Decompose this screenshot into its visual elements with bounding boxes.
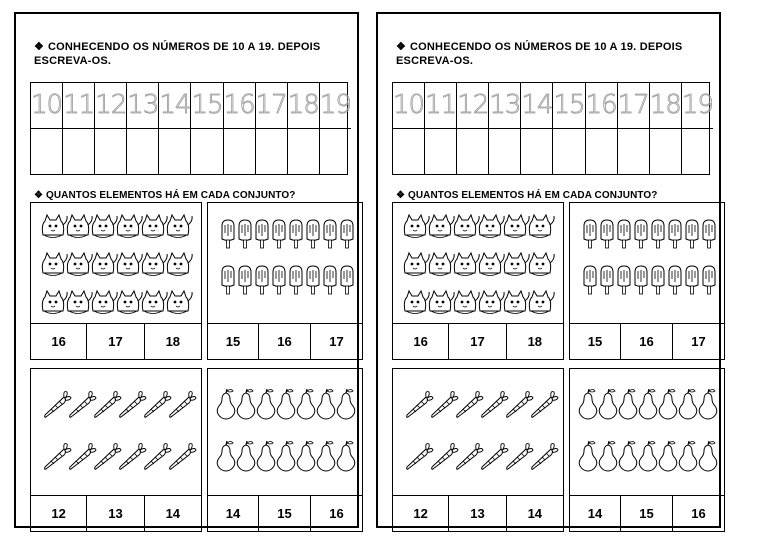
popsicles-picture — [570, 203, 724, 325]
popsicle-icon — [618, 266, 630, 294]
cat-icon — [142, 215, 167, 238]
write-cell[interactable] — [425, 129, 457, 175]
bullet-icon: ❖ — [34, 41, 45, 53]
carrot-icon — [95, 392, 121, 418]
set-pears — [207, 368, 363, 532]
trace-number: 13 — [489, 90, 521, 121]
cat-icon — [92, 215, 117, 238]
carrot-icon — [507, 444, 533, 470]
carrot-icon — [120, 444, 146, 470]
trace-cell[interactable] — [256, 83, 288, 129]
answer-option[interactable]: 17 — [448, 324, 506, 360]
pear-icon — [639, 389, 657, 419]
answer-option[interactable]: 17 — [672, 324, 725, 360]
carrot-icon — [432, 444, 458, 470]
trace-cell[interactable] — [191, 83, 223, 129]
cat-icon — [167, 253, 192, 276]
write-cell[interactable] — [618, 129, 650, 175]
pear-icon — [317, 441, 335, 471]
carrot-icon — [45, 444, 71, 470]
popsicle-icon — [703, 220, 715, 248]
answer-option[interactable]: 14 — [207, 496, 259, 532]
pear-icon — [277, 441, 295, 471]
answer-options — [207, 495, 363, 532]
set-carrots — [392, 368, 564, 532]
popsicle-icon — [307, 220, 319, 248]
answer-option[interactable]: 12 — [30, 496, 87, 532]
pear-icon — [257, 389, 275, 419]
carrots-picture — [31, 369, 201, 495]
popsicle-icon — [686, 220, 698, 248]
cat-icon — [504, 253, 529, 276]
answer-option[interactable]: 18 — [506, 324, 564, 360]
pear-icon — [237, 441, 255, 471]
exercise-title-text: CONHECENDO OS NÚMEROS DE 10 A 19. DEPOIS ESCREVA-OS. — [34, 41, 321, 67]
popsicle-icon — [584, 266, 596, 294]
answer-option[interactable]: 13 — [86, 496, 144, 532]
popsicle-icon — [222, 220, 234, 248]
trace-cell[interactable] — [31, 83, 63, 129]
trace-number: 16 — [223, 90, 255, 121]
trace-number: 17 — [617, 90, 649, 121]
trace-cell[interactable] — [618, 83, 650, 129]
trace-cell[interactable] — [553, 83, 585, 129]
answer-option[interactable]: 16 — [30, 324, 87, 360]
cat-icon — [429, 291, 454, 314]
carrot-icon — [70, 444, 96, 470]
set-cats — [30, 202, 202, 360]
write-cell[interactable] — [191, 129, 223, 175]
carrot-icon — [95, 444, 121, 470]
pear-icon — [619, 389, 637, 419]
pears-picture — [208, 369, 362, 495]
trace-cell[interactable] — [95, 83, 127, 129]
cat-icon — [42, 291, 67, 314]
carrot-icon — [407, 392, 433, 418]
carrot-icon — [432, 392, 458, 418]
pear-icon — [579, 389, 597, 419]
answer-option[interactable]: 14 — [144, 496, 202, 532]
write-cell[interactable] — [127, 129, 159, 175]
write-cell[interactable] — [95, 129, 127, 175]
trace-cell[interactable] — [159, 83, 191, 129]
cats-picture — [31, 203, 201, 325]
answer-option[interactable]: 17 — [310, 324, 363, 360]
pear-icon — [237, 389, 255, 419]
pear-icon — [337, 441, 355, 471]
trace-number: 15 — [191, 90, 223, 121]
answer-option[interactable]: 16 — [672, 496, 725, 532]
pear-icon — [659, 441, 677, 471]
trace-number: 12 — [95, 90, 127, 121]
popsicle-icon — [307, 266, 319, 294]
cat-icon — [529, 215, 554, 238]
trace-number: 19 — [681, 90, 713, 121]
cat-icon — [42, 253, 67, 276]
cat-icon — [479, 253, 504, 276]
pear-icon — [297, 441, 315, 471]
write-cell[interactable] — [256, 129, 288, 175]
answer-option[interactable]: 15 — [258, 496, 311, 532]
pear-icon — [317, 389, 335, 419]
popsicle-icon — [669, 220, 681, 248]
popsicle-icon — [601, 266, 613, 294]
write-cell[interactable] — [553, 129, 585, 175]
trace-cell[interactable] — [127, 83, 159, 129]
carrot-icon — [532, 444, 558, 470]
answer-option[interactable]: 12 — [392, 496, 449, 532]
cat-icon — [142, 291, 167, 314]
write-cell[interactable] — [159, 129, 191, 175]
popsicle-icon — [273, 220, 285, 248]
answer-option[interactable]: 17 — [86, 324, 144, 360]
trace-cell[interactable] — [489, 83, 521, 129]
write-cell[interactable] — [586, 129, 618, 175]
answer-option[interactable]: 16 — [310, 496, 363, 532]
trace-cell[interactable] — [682, 83, 713, 129]
popsicle-icon — [686, 266, 698, 294]
write-cell[interactable] — [31, 129, 63, 175]
popsicles-picture — [208, 203, 362, 325]
answer-options — [392, 323, 564, 360]
pear-icon — [679, 389, 697, 419]
carrot-icon — [457, 392, 483, 418]
popsicle-icon — [584, 220, 596, 248]
carrot-icon — [507, 392, 533, 418]
trace-cell[interactable] — [425, 83, 457, 129]
cat-icon — [42, 215, 67, 238]
pear-icon — [659, 389, 677, 419]
set-cats — [392, 202, 564, 360]
pear-icon — [699, 441, 717, 471]
cat-icon — [92, 291, 117, 314]
pear-icon — [599, 389, 617, 419]
trace-cell[interactable] — [224, 83, 256, 129]
answer-option[interactable]: 16 — [258, 324, 311, 360]
bullet-icon: ❖ — [396, 41, 407, 53]
cat-icon — [479, 215, 504, 238]
cats-picture — [393, 203, 563, 325]
write-cell[interactable] — [224, 129, 256, 175]
trace-number: 14 — [159, 90, 191, 121]
answer-option[interactable]: 18 — [144, 324, 202, 360]
worksheet-left — [14, 12, 359, 528]
cat-icon — [429, 215, 454, 238]
cat-icon — [92, 253, 117, 276]
answer-option[interactable]: 16 — [392, 324, 449, 360]
cat-icon — [404, 215, 429, 238]
cat-icon — [117, 291, 142, 314]
answer-option[interactable]: 14 — [569, 496, 621, 532]
carrot-icon — [170, 444, 196, 470]
cat-icon — [167, 215, 192, 238]
popsicle-icon — [601, 220, 613, 248]
trace-number: 12 — [457, 90, 489, 121]
cat-icon — [429, 253, 454, 276]
pear-icon — [217, 441, 235, 471]
popsicle-icon — [290, 220, 302, 248]
write-cell[interactable] — [320, 129, 351, 175]
write-cell[interactable] — [650, 129, 682, 175]
cat-icon — [117, 215, 142, 238]
set-popsicles — [569, 202, 725, 360]
tracing-grid — [30, 82, 351, 175]
trace-cell[interactable] — [63, 83, 95, 129]
write-cell[interactable] — [489, 129, 521, 175]
popsicle-icon — [222, 266, 234, 294]
popsicle-icon — [669, 266, 681, 294]
popsicle-icon — [256, 220, 268, 248]
carrot-icon — [70, 392, 96, 418]
trace-cell[interactable] — [393, 83, 425, 129]
answer-option[interactable]: 16 — [620, 324, 673, 360]
popsicle-icon — [618, 220, 630, 248]
trace-number: 13 — [127, 90, 159, 121]
write-cell[interactable] — [457, 129, 489, 175]
pear-icon — [619, 441, 637, 471]
set-carrots — [30, 368, 202, 532]
cat-icon — [454, 291, 479, 314]
cat-icon — [67, 291, 92, 314]
trace-cell[interactable] — [521, 83, 553, 129]
trace-cell[interactable] — [288, 83, 320, 129]
trace-number: 10 — [393, 90, 425, 121]
trace-number: 18 — [649, 90, 681, 121]
cat-icon — [529, 291, 554, 314]
cat-icon — [454, 253, 479, 276]
popsicle-icon — [324, 266, 336, 294]
popsicle-icon — [239, 220, 251, 248]
exercise-title — [34, 40, 334, 68]
popsicle-icon — [341, 220, 353, 248]
popsicle-icon — [652, 266, 664, 294]
popsicle-icon — [635, 266, 647, 294]
carrot-icon — [407, 444, 433, 470]
cat-icon — [529, 253, 554, 276]
trace-cell[interactable] — [586, 83, 618, 129]
trace-number: 17 — [255, 90, 287, 121]
popsicle-icon — [273, 266, 285, 294]
popsicle-icon — [341, 266, 353, 294]
pear-icon — [277, 389, 295, 419]
worksheet-right — [376, 12, 721, 528]
exercise-title-text: CONHECENDO OS NÚMEROS DE 10 A 19. DEPOIS ESCREVA-OS. — [396, 41, 683, 67]
write-cell[interactable] — [682, 129, 713, 175]
trace-number: 14 — [521, 90, 553, 121]
cat-icon — [454, 215, 479, 238]
cat-icon — [404, 291, 429, 314]
carrot-icon — [482, 392, 508, 418]
set-popsicles — [207, 202, 363, 360]
trace-cell[interactable] — [650, 83, 682, 129]
cat-icon — [504, 291, 529, 314]
cat-icon — [117, 253, 142, 276]
carrots-picture — [393, 369, 563, 495]
cat-icon — [67, 253, 92, 276]
answer-option[interactable]: 15 — [207, 324, 259, 360]
trace-number: 11 — [425, 90, 457, 121]
pear-icon — [679, 441, 697, 471]
write-cell[interactable] — [63, 129, 95, 175]
popsicle-icon — [239, 266, 251, 294]
pear-icon — [699, 389, 717, 419]
popsicle-icon — [256, 266, 268, 294]
pears-picture — [570, 369, 724, 495]
answer-option[interactable]: 15 — [620, 496, 673, 532]
cat-icon — [504, 215, 529, 238]
trace-number: 18 — [287, 90, 319, 121]
pear-icon — [217, 389, 235, 419]
popsicle-icon — [324, 220, 336, 248]
trace-number: 19 — [319, 90, 351, 121]
set-pears — [569, 368, 725, 532]
write-cell[interactable] — [288, 129, 320, 175]
carrot-icon — [145, 444, 171, 470]
trace-number: 15 — [553, 90, 585, 121]
carrot-icon — [532, 392, 558, 418]
popsicle-icon — [290, 266, 302, 294]
answer-options — [30, 495, 202, 532]
answer-option[interactable]: 15 — [569, 324, 621, 360]
answer-options — [207, 323, 363, 360]
answer-options — [569, 495, 725, 532]
cat-icon — [167, 291, 192, 314]
exercise-title — [396, 40, 696, 68]
pear-icon — [297, 389, 315, 419]
trace-cell[interactable] — [320, 83, 351, 129]
trace-number: 10 — [31, 90, 63, 121]
carrot-icon — [170, 392, 196, 418]
write-cell[interactable] — [521, 129, 553, 175]
popsicle-icon — [703, 266, 715, 294]
question-text: ❖ QUANTOS ELEMENTOS HÁ EM CADA CONJUNTO? — [34, 190, 296, 201]
cat-icon — [479, 291, 504, 314]
pear-icon — [257, 441, 275, 471]
answer-options — [569, 323, 725, 360]
carrot-icon — [45, 392, 71, 418]
tracing-grid — [392, 82, 713, 175]
pear-icon — [579, 441, 597, 471]
trace-number: 16 — [585, 90, 617, 121]
answer-options — [30, 323, 202, 360]
write-cell[interactable] — [393, 129, 425, 175]
trace-cell[interactable] — [457, 83, 489, 129]
answer-option[interactable]: 13 — [448, 496, 506, 532]
answer-option[interactable]: 14 — [506, 496, 564, 532]
carrot-icon — [457, 444, 483, 470]
carrot-icon — [120, 392, 146, 418]
cat-icon — [404, 253, 429, 276]
pear-icon — [599, 441, 617, 471]
cat-icon — [142, 253, 167, 276]
popsicle-icon — [652, 220, 664, 248]
trace-number: 11 — [63, 90, 95, 121]
pear-icon — [337, 389, 355, 419]
answer-options — [392, 495, 564, 532]
popsicle-icon — [635, 220, 647, 248]
cat-icon — [67, 215, 92, 238]
carrot-icon — [482, 444, 508, 470]
carrot-icon — [145, 392, 171, 418]
pear-icon — [639, 441, 657, 471]
question-text: ❖ QUANTOS ELEMENTOS HÁ EM CADA CONJUNTO? — [396, 190, 658, 201]
